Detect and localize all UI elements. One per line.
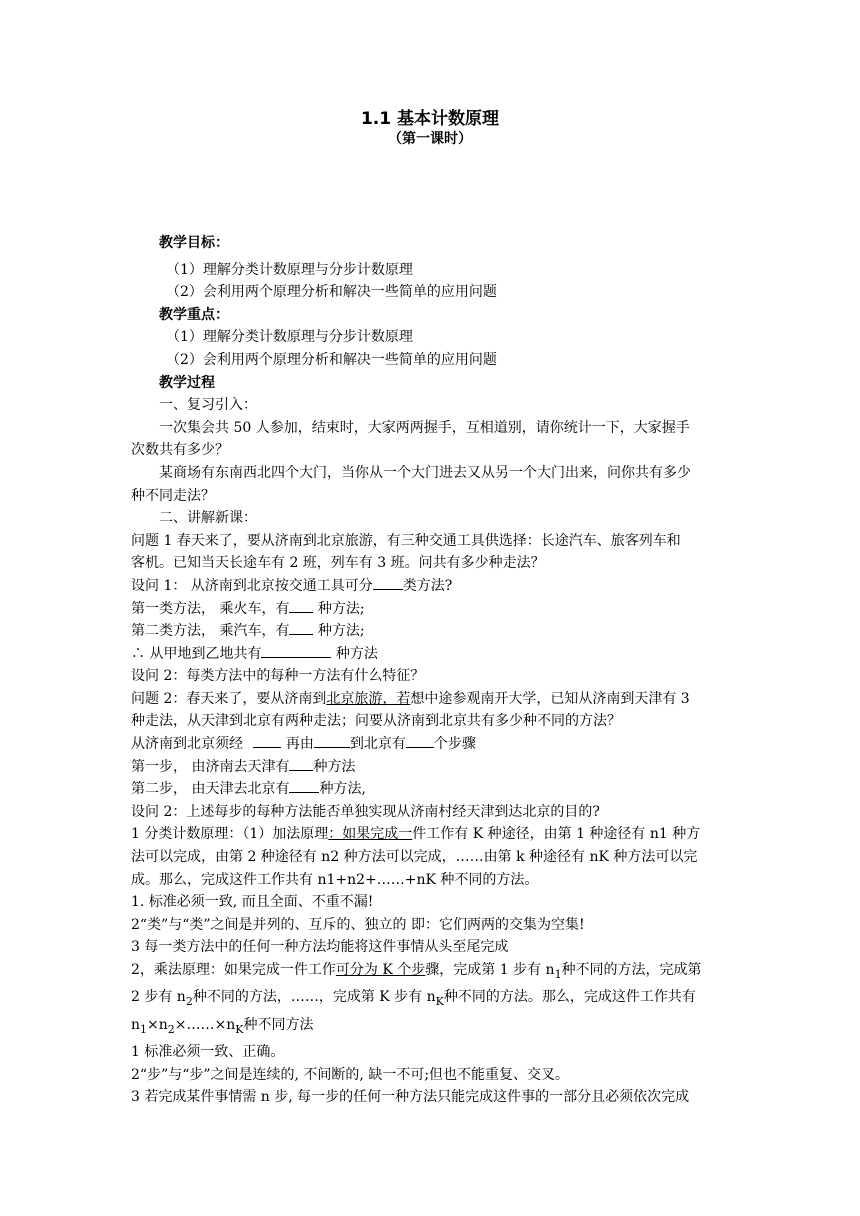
- text-segment: 种方法;: [313, 600, 365, 617]
- fill-blank: [253, 733, 281, 748]
- text-segment: 种不同的方法，……，完成第 K 步有 n: [192, 989, 436, 1006]
- text-segment: 骤，完成第 1 步有 n: [425, 962, 555, 978]
- principle-line: [131, 1014, 731, 1041]
- paragraph-line: 问题 1 春天来了，要从济南到北京旅游，有三种交通工具供选择：长途汽车、旅客列车和: [131, 532, 681, 549]
- note-line: 1 标准必须一致、正确。: [131, 1044, 285, 1061]
- fill-blank: [289, 598, 313, 613]
- text-segment: 想中途参观南开大学，已知从济南到天津有 3: [410, 690, 690, 707]
- note-line: 3 每一类方法中的任何一种方法均能将这件事情从头至尾完成: [131, 939, 509, 956]
- section-new-lesson: 二、讲解新课：: [159, 510, 257, 527]
- underlined-text: 北京旅游，若: [326, 690, 411, 707]
- note-line: 2“类”与“类”之间是并列的、互斥的、独立的 即：它们两两的交集为空集!: [131, 916, 585, 933]
- text-segment: 设问 1： 从济南到北京按交通工具可分: [131, 577, 373, 594]
- note-line: 1. 标准必须一致, 而且全面、不重不漏!: [131, 894, 374, 911]
- text-segment: 第一步， 由济南去天津有: [131, 758, 290, 775]
- subscript: 1: [554, 967, 562, 981]
- question-line: [131, 778, 731, 801]
- goal-item: （1）理解分类计数原理与分步计数原理: [166, 261, 413, 278]
- underlined-text: 可分为 K 个步: [335, 962, 426, 978]
- goals-heading: 教学目标：: [159, 235, 229, 251]
- principle-line: [131, 986, 731, 1013]
- paragraph-line: 某商场有东南西北四个大门，当你从一个大门进去又从另一个大门出来，问你共有多少: [159, 464, 691, 481]
- text-segment: ×n: [147, 1016, 168, 1033]
- note-line: 3 若完成某件事情需 n 步, 每一步的任何一种方法只能完成这件事的一部分且必须依次完成: [131, 1089, 690, 1106]
- text-segment: 类方法?: [402, 577, 453, 594]
- paragraph-line: 一次集会共 50 人参加，结束时，大家两两握手，互相道别，请你统计一下，大家握手: [159, 419, 690, 436]
- text-segment: n: [131, 1016, 141, 1033]
- text-segment: 到北京有: [349, 736, 406, 753]
- key-item: （1）理解分类计数原理与分步计数原理: [166, 329, 413, 346]
- text-segment: 件工作有 K 种途径，由第 1 种途径有 n1 种方: [412, 826, 701, 843]
- keys-heading: 教学重点：: [159, 306, 229, 323]
- text-segment: 种不同的方法。那么，完成这件工作共有: [443, 989, 696, 1006]
- paragraph-line: 种不同走法？: [131, 487, 215, 504]
- subscript: 2: [167, 1022, 175, 1036]
- question-line: [131, 598, 731, 621]
- text-segment: 第二类方法， 乘汽车，有: [131, 623, 290, 640]
- text-segment: 第二步， 由天津去北京有: [131, 781, 290, 798]
- text-segment: 种不同的方法，完成第: [561, 962, 702, 978]
- fill-blank: [261, 643, 331, 658]
- document-body: [131, 232, 731, 1109]
- text-segment: 2，乘法原理：如果完成一件工作: [131, 962, 336, 978]
- fill-blank: [406, 733, 434, 748]
- paragraph-line: 客机。已知当天长途车有 2 班，列车有 3 班。问共有多少种走法？: [131, 555, 545, 572]
- page-subtitle: （第一课时）: [388, 131, 472, 147]
- subscript: K: [235, 1022, 244, 1036]
- fill-blank: [289, 620, 313, 635]
- question-line: [131, 688, 731, 711]
- key-item: （2）会利用两个原理分析和解决一些简单的应用问题: [166, 351, 497, 368]
- text-segment: 种方法: [313, 758, 356, 775]
- question-line: [131, 620, 731, 643]
- fill-blank: [373, 575, 403, 590]
- fill-blank: [314, 733, 350, 748]
- subscript: K: [435, 995, 444, 1009]
- text-segment: 从济南到北京须经: [131, 736, 248, 753]
- text-segment: 问题 2：春天来了，要从济南到: [131, 690, 327, 707]
- principle-line: [131, 959, 731, 986]
- underlined-text: ：如果完成一: [328, 826, 413, 843]
- question-line: [131, 733, 731, 756]
- goal-item: （2）会利用两个原理分析和解决一些简单的应用问题: [166, 284, 497, 301]
- paragraph-line: 法可以完成，由第 2 种途径有 n2 种方法可以完成，……由第 k 种途径有 nK 种方法可以完: [131, 849, 698, 866]
- process-heading: 教学过程: [159, 374, 215, 391]
- paragraph-line: 设问 2：每类方法中的每种一方法有什么特征？: [131, 668, 425, 685]
- paragraph-line: 种走法，从天津到北京有两种走法；问要从济南到北京共有多少种不同的方法？: [131, 713, 621, 730]
- fill-blank: [289, 778, 319, 793]
- subscript: 1: [140, 1022, 148, 1036]
- text-segment: 种不同方法: [243, 1016, 314, 1033]
- text-segment: 种方法: [331, 645, 378, 662]
- paragraph-line: 次数共有多少？: [131, 442, 229, 459]
- text-segment: ∴ 从甲地到乙地共有: [131, 645, 262, 662]
- question-line: [131, 756, 731, 779]
- text-segment: 再由: [281, 736, 314, 753]
- question-line: [131, 575, 731, 598]
- question-line: [131, 643, 731, 666]
- text-segment: 第一类方法， 乘火车，有: [131, 600, 290, 617]
- text-segment: 2 步有 n: [131, 989, 186, 1006]
- text-segment: 1 分类计数原理：（1）加法原理: [131, 826, 329, 843]
- paragraph-line: 成。那么，完成这件工作共有 n1+n2+……+nK 种不同的方法。: [131, 871, 539, 888]
- section-review: 一、复习引入：: [159, 397, 257, 414]
- principle-line: [131, 823, 731, 846]
- text-segment: 种方法;: [313, 623, 365, 640]
- paragraph-line: 设问 2：上述每步的每种方法能否单独实现从济南村经天津到达北京的目的?: [131, 803, 600, 820]
- text-segment: 个步骤: [433, 736, 476, 753]
- subscript: 2: [185, 995, 193, 1009]
- fill-blank: [289, 756, 313, 771]
- note-line: 2“步”与“步”之间是连续的, 不间断的, 缺一不可;但也不能重复、交叉。: [131, 1066, 570, 1083]
- text-segment: 种方法,: [319, 781, 366, 798]
- page-title: 1.1 基本计数原理: [360, 109, 500, 129]
- text-segment: ×……×n: [174, 1016, 236, 1033]
